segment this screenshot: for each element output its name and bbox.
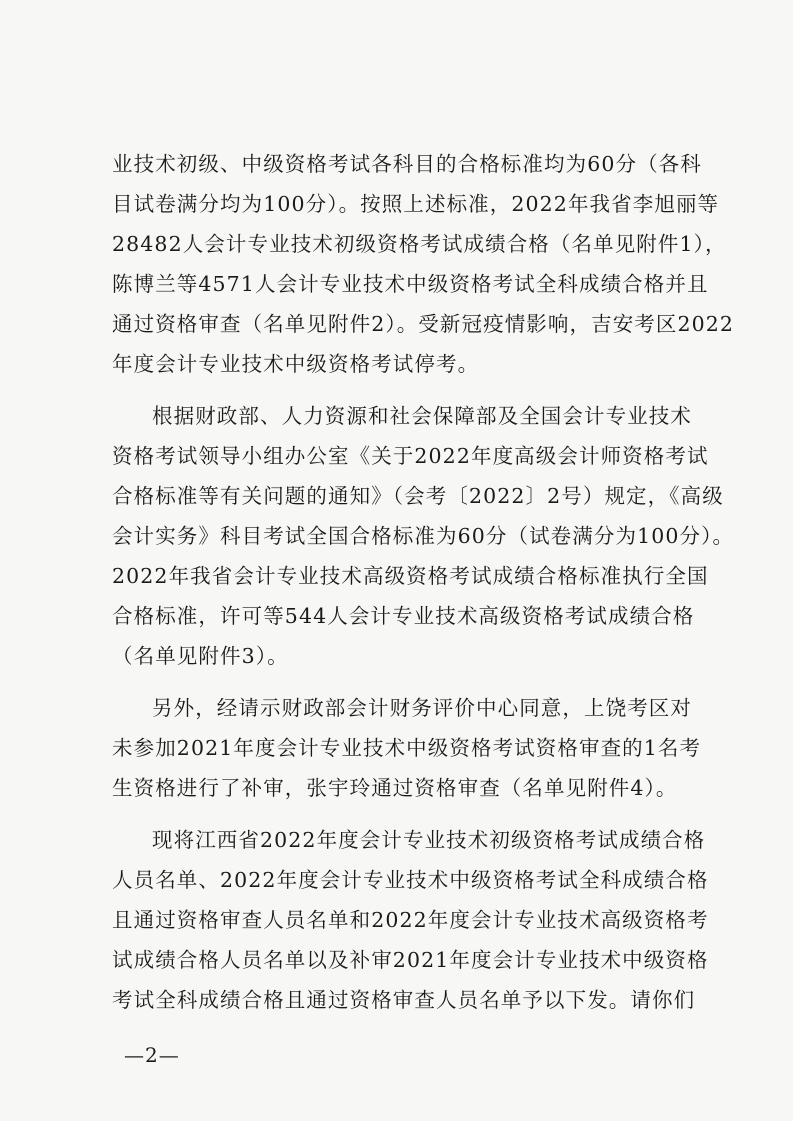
paragraph-2-line-1: 根据财政部、人力资源和社会保障部及全国会计专业技术 [152, 404, 692, 428]
paragraph-1-line-6: 年度会计专业技术中级资格考试停考。 [112, 352, 480, 376]
paragraph-1-line-5: 通过资格审查（名单见附件2）。受新冠疫情影响，吉安考区2022 [112, 312, 735, 336]
paragraph-1-line-3: 28482人会计专业技术初级资格考试成绩合格（名单见附件1）， [112, 232, 727, 256]
paragraph-4-line-2: 人员名单、2022年度会计专业技术中级资格考试全科成绩合格 [112, 868, 709, 892]
paragraph-3-line-2: 未参加2021年度会计专业技术中级资格考试资格审查的1名考 [112, 736, 702, 760]
page-number: —2— [124, 1043, 180, 1067]
paragraph-2-line-4: 会计实务》科目考试全国合格标准为60分（试卷满分为100分）。 [112, 524, 735, 548]
paragraph-1-line-2: 目试卷满分均为100分）。按照上述标准，2022年我省李旭丽等 [112, 192, 720, 216]
paragraph-3-line-1: 另外，经请示财政部会计财务评价中心同意，上饶考区对 [152, 696, 692, 720]
paragraph-4-line-5: 考试全科成绩合格且通过资格审查人员名单予以下发。请你们 [112, 988, 696, 1012]
paragraph-2-line-3: 合格标准等有关问题的通知》（会考〔2022〕2号）规定，《高级 [112, 484, 724, 508]
paragraph-1-line-4: 陈博兰等4571人会计专业技术中级资格考试全科成绩合格并且 [112, 272, 709, 296]
paragraph-4-line-1: 现将江西省2022年度会计专业技术初级资格考试成绩合格 [152, 828, 706, 852]
paragraph-2-line-5: 2022年我省会计专业技术高级资格考试成绩合格标准执行全国 [112, 564, 709, 588]
paragraph-2-line-2: 资格考试领导小组办公室《关于2022年度高级会计师资格考试 [112, 444, 709, 468]
paragraph-4-line-3: 且通过资格审查人员名单和2022年度会计专业技术高级资格考 [112, 908, 709, 932]
paragraph-2-line-7: （名单见附件3）。 [112, 644, 289, 668]
paragraph-4-line-4: 试成绩合格人员名单以及补审2021年度会计专业技术中级资格 [112, 948, 709, 972]
paragraph-1-line-1: 业技术初级、中级资格考试各科目的合格标准均为60分（各科 [112, 152, 702, 176]
paragraph-3-line-3: 生资格进行了补审，张宇玲通过资格审查（名单见附件4）。 [112, 776, 678, 800]
paragraph-2-line-6: 合格标准，许可等544人会计专业技术高级资格考试成绩合格 [112, 604, 695, 628]
